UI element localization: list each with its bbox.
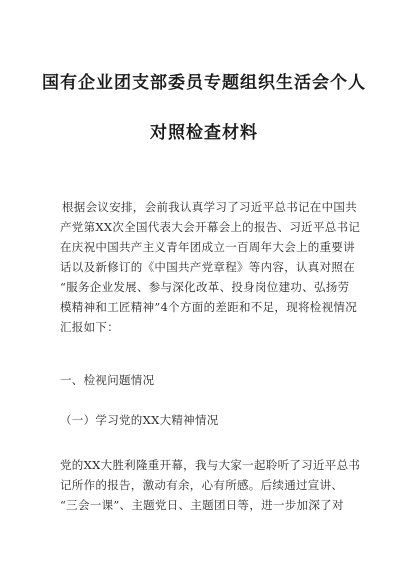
intro-paragraph-line: 在庆祝中国共产主义青年团成立一百周年大会上的重要讲 [60, 240, 355, 254]
body-paragraph-line: 记所作的报告，激动有余，心有所感。后续通过宣讲、 [60, 478, 344, 492]
intro-paragraph-line: 汇报如下： [60, 320, 119, 334]
intro-paragraph-line: 根据会议安排，会前我认真学习了习近平总书记在中国共 [62, 200, 357, 214]
intro-paragraph-line: 产党第XX次全国代表大会开幕会上的报告、习近平总书记 [60, 220, 361, 234]
body-paragraph-line: 党的XX大胜利隆重开幕，我与大家一起聆听了习近平总书 [60, 458, 361, 472]
document-title-line-2: 对照检查材料 [150, 123, 258, 143]
intro-paragraph-line: 话以及新修订的《中国共产党章程》等内容，认真对照在 [60, 260, 355, 274]
document-title-line-1: 国有企业团支部委员专题组织生活会个人 [42, 73, 366, 93]
intro-paragraph-line: “服务企业发展、参与深化改革、投身岗位建功、弘扬劳 [60, 280, 350, 294]
intro-paragraph-line: 模精神和工匠精神”4个方面的差距和不足，现将检视情况 [60, 300, 357, 314]
subsection-heading: （一）学习党的XX大精神情况 [60, 413, 219, 427]
section-heading: 一、检视问题情况 [60, 373, 155, 387]
body-paragraph-line: “三会一课”、主题党日、主题团日等，进一步加深了对 [60, 498, 344, 512]
